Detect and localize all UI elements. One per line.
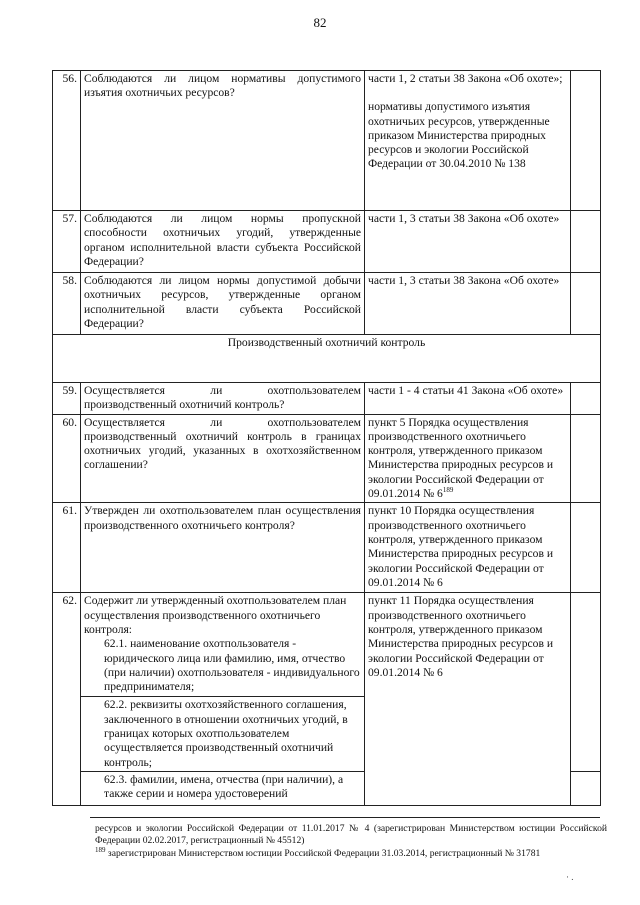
footnote-separator [90, 817, 600, 818]
scan-artifact: · . [566, 872, 574, 882]
row-question: Соблюдаются ли лицом нормы допустимой добычи охотничьих ресурсов, утвержденные органом исполнительной власти субъекта Российской Федерации? [81, 273, 365, 335]
row-blank-cell [571, 211, 601, 273]
footnote-189 [95, 845, 607, 860]
footnotes [95, 823, 607, 860]
row-reference: части 1 - 4 статьи 41 Закона «Об охоте» [365, 383, 571, 415]
row-blank-cell [571, 593, 601, 771]
table-row-56 [53, 71, 601, 211]
row-question: Соблюдаются ли лицом нормативы допустимого изъятия охотничьих ресурсов? [81, 71, 365, 211]
reference-paragraph: части 1, 2 статьи 38 Закона «Об охоте»; [368, 72, 563, 85]
row-number: 62. [53, 593, 81, 805]
table-row-57 [53, 211, 601, 273]
reference-text: пункт 5 Порядка осуществления производственного охотничьего контроля, утвержденного приказом Министерства природных ресурсов и экологии Российской Федерации от 09.01.2014 № 6 [368, 415, 554, 501]
row-blank-cell [571, 771, 601, 805]
row-number: 60. [53, 414, 81, 503]
row-reference: части 1, 3 статьи 38 Закона «Об охоте» [365, 211, 571, 273]
row-reference: пункт 10 Порядка осуществления производственного охотничьего контроля, утвержденного приказом Министерства природных ресурсов и экологии Российской Федерации от 09.01.2014 № 6 [365, 503, 571, 593]
table-row-61 [53, 503, 601, 593]
row-blank-cell [571, 273, 601, 335]
table-row-62 [53, 593, 601, 697]
sub-item: 62.3. фамилии, имена, отчества (при наличии), а также серии и номера удостоверений [104, 772, 344, 801]
footnote-continuation: ресурсов и экологии Российской Федерации от 11.01.2017 № 4 (зарегистрирован Министерством юстиции Российской Федерации 02.02.2017, регистрационный № 45512) [95, 823, 607, 847]
question-text: Содержит ли утвержденный охотпользователем план осуществления производственного охотничьего контроля: [84, 594, 347, 636]
table-row-58 [53, 273, 601, 335]
row-number: 57. [53, 211, 81, 273]
row-reference: части 1, 3 статьи 38 Закона «Об охоте» [365, 273, 571, 335]
table-row-59 [53, 383, 601, 415]
row-number: 59. [53, 383, 81, 415]
row-reference: пункт 11 Порядка осуществления производственного охотничьего контроля, утвержденного приказом Министерства природных ресурсов и экологии Российской Федерации от 09.01.2014 № 6 [365, 593, 571, 805]
table-row-60 [53, 414, 601, 503]
row-question: Осуществляется ли охотпользователем производственный охотничий контроль в границах охотничьих угодий, указанных в охотхозяйственном соглашении? [81, 414, 365, 503]
footnote-number: 189 [95, 845, 106, 854]
row-question: Осуществляется ли охотпользователем производственный охотничий контроль? [81, 383, 365, 415]
row-blank-cell [571, 414, 601, 503]
row-number: 56. [53, 71, 81, 211]
row-blank-cell [571, 71, 601, 211]
section-heading-row [53, 335, 601, 383]
row-reference [365, 414, 571, 503]
row-blank-cell [571, 383, 601, 415]
sub-item-cell [81, 771, 365, 805]
row-reference [365, 71, 571, 211]
reference-paragraph: нормативы допустимого изъятия охотничьих ресурсов, утвержденные приказом Министерства природных ресурсов и экологии Российской Федерации от 30.04.2010 № 138 [368, 100, 550, 171]
row-question: Утвержден ли охотпользователем план осуществления производственного охотничьего контроля? [81, 503, 365, 593]
sub-item: 62.1. наименование охотпользователя - юридического лица или фамилию, имя, отчество (при наличии) охотпользователя - индивидуального предпринимателя; [104, 637, 360, 694]
footnote-text: зарегистрирован Министерством юстиции Российской Федерации 31.03.2014, регистрационный № 31781 [105, 847, 541, 859]
sub-item: 62.2. реквизиты охотхозяйственного соглашения, заключенного в отношении охотничьих угодий, в границах которых охотпользователем осуществляется производственный охотничий контроль; [104, 698, 348, 769]
row-number: 58. [53, 273, 81, 335]
section-title: Производственный охотничий контроль [53, 335, 601, 383]
sub-item-cell [81, 697, 365, 771]
checklist-table [52, 70, 601, 806]
row-question [81, 593, 365, 697]
row-number: 61. [53, 503, 81, 593]
row-question: Соблюдаются ли лицом нормы пропускной способности охотничьих угодий, утвержденные органом исполнительной власти субъекта Российской Федерации? [81, 211, 365, 273]
page-number: 82 [313, 15, 327, 30]
row-blank-cell [571, 503, 601, 593]
footnote-ref: 189 [442, 486, 454, 495]
